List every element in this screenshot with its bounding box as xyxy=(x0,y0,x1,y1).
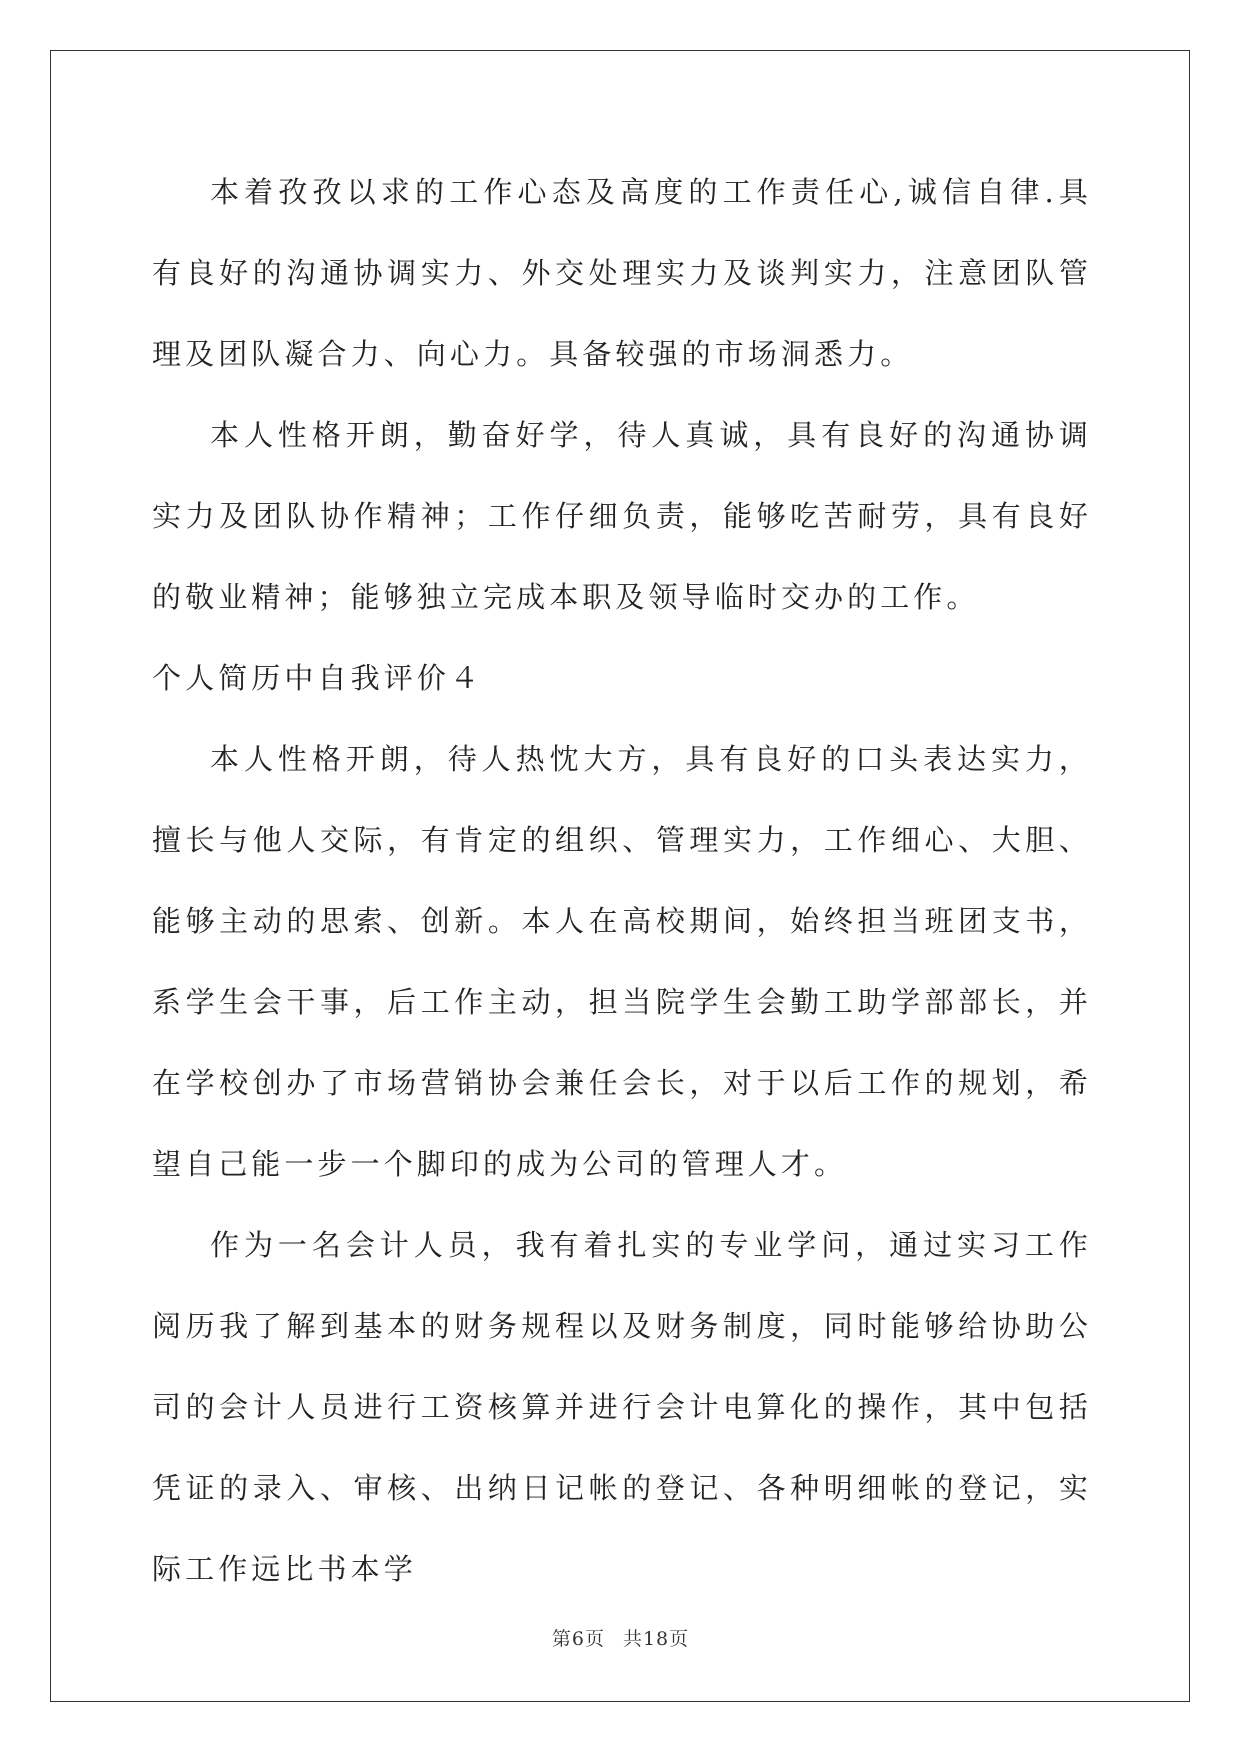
page-footer xyxy=(0,1624,1241,1651)
paragraph-1: 本着孜孜以求的工作心态及高度的工作责任心,诚信自律.具有良好的沟通协调实力、外交处理实力及谈判实力，注意团队管理及团队凝合力、向心力。具备较强的市场洞悉力。 xyxy=(152,175,1092,371)
paragraph-2: 本人性格开朗，勤奋好学，待人真诚，具有良好的沟通协调实力及团队协作精神；工作仔细负责，能够吃苦耐劳，具有良好的敬业精神；能够独立完成本职及领导临时交办的工作。 xyxy=(152,418,1092,614)
page-total: 共18页 xyxy=(622,1628,690,1650)
page-number: 第6页 xyxy=(551,1628,605,1650)
paragraph-4: 作为一名会计人员，我有着扎实的专业学问，通过实习工作阅历我了解到基本的财务规程以及财务制度，同时能够给协助公司的会计人员进行工资核算并进行会计电算化的操作，其中包括凭证的录入、审核、出纳日记帐的登记、各种明细帐的登记，实际工作远比书本学 xyxy=(152,1228,1092,1586)
document-body xyxy=(152,152,1092,1610)
paragraph-3: 本人性格开朗，待人热忱大方，具有良好的口头表达实力，擅长与他人交际，有肯定的组织、管理实力，工作细心、大胆、能够主动的思索、创新。本人在高校期间，始终担当班团支书，系学生会干事，后工作主动，担当院学生会勤工助学部部长，并在学校创办了市场营销协会兼任会长，对于以后工作的规划，希望自己能一步一个脚印的成为公司的管理人才。 xyxy=(152,742,1092,1181)
section-heading: 个人简历中自我评价４ xyxy=(152,661,484,695)
